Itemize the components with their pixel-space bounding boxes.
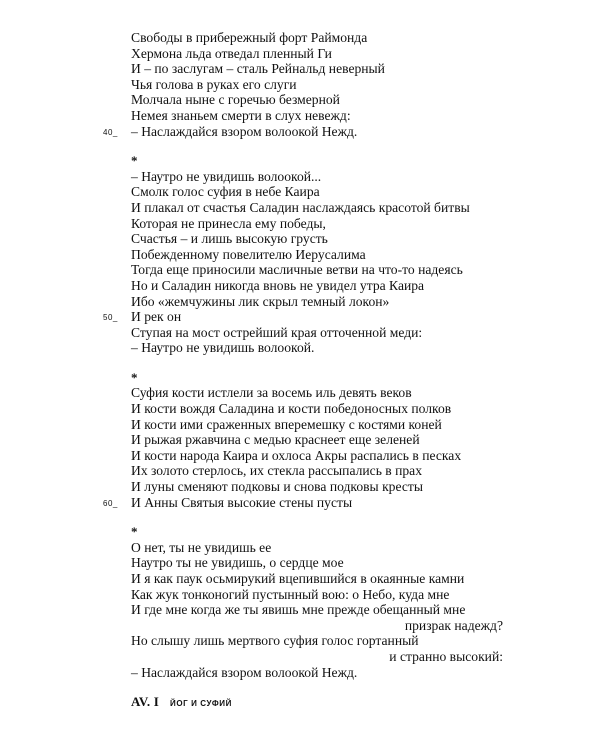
verse-line	[131, 665, 531, 681]
verse-line	[131, 571, 531, 587]
verse-line	[131, 247, 531, 263]
verse-line	[103, 494, 531, 511]
verse-text: Но и Саладин никогда вновь не увидел утра Каира	[131, 277, 425, 293]
verse-line	[131, 325, 531, 341]
verse-text: Немея знаньем смерти в слух невежд:	[131, 107, 351, 123]
verse-line	[131, 463, 531, 479]
verse-text: Наутро ты не увидишь, о сердце мое	[131, 555, 344, 571]
verse-text: И кости ими сраженных вперемешку с костями коней	[131, 416, 442, 432]
line-number: 50_	[103, 313, 118, 323]
verse-text: И плакал от счастья Саладин наслаждаясь красотой битвы	[131, 199, 470, 215]
verse-line	[131, 169, 531, 185]
verse-text: И – по заслугам – сталь Рейнальд неверный	[131, 61, 385, 77]
verse-text: Свободы в прибережный форт Раймонда	[131, 30, 368, 45]
verse-text: – Наутро не увидишь волоокой...	[131, 168, 322, 184]
verse-text: Которая не принесла ему победы,	[131, 215, 326, 231]
verse-line	[131, 555, 531, 571]
verse-text: Тогда еще приносили масличные ветви на что-то надеясь	[131, 262, 463, 278]
verse-text: Чья голова в руках его слуги	[131, 76, 297, 92]
verse-text: И где мне когда же ты явишь мне прежде обещанный мне	[131, 602, 466, 618]
verse-text: И кости вождя Саладина и кости победоносных полков	[131, 401, 452, 417]
verse-text: – Наутро не увидишь волоокой.	[131, 340, 315, 356]
stanza	[131, 524, 531, 680]
verse-line	[131, 618, 531, 634]
verse-line	[131, 30, 531, 46]
verse-line	[131, 448, 531, 464]
verse-line	[131, 200, 531, 216]
verse-line	[131, 649, 531, 665]
verse-text: и странно высокий:	[389, 648, 503, 664]
verse-line	[131, 540, 531, 556]
stanza-separator: *	[131, 369, 138, 385]
verse-line	[103, 309, 531, 325]
verse-text: Ступая на мост острейший края отточенной меди:	[131, 324, 423, 340]
verse-line	[131, 401, 531, 417]
verse-line	[131, 231, 531, 247]
line-number: 60_	[103, 498, 118, 508]
verse-line	[131, 108, 531, 124]
verse-text: – Наслаждайся взором волоокой Нежд.	[131, 123, 358, 139]
page-footer	[131, 694, 232, 710]
stanza-separator: *	[131, 524, 138, 540]
verse-text: И луны сменяют подковы и снова подковы кресты	[131, 479, 423, 495]
verse-text: И рек он	[131, 309, 182, 325]
verse-line	[131, 417, 531, 433]
poem-text	[103, 30, 531, 680]
verse-line	[131, 184, 531, 200]
verse-line	[131, 602, 531, 618]
verse-line	[131, 262, 531, 278]
verse-text: призрак надежд?	[404, 617, 503, 633]
verse-text: И Анны Святыя высокие стены пусты	[131, 494, 353, 510]
stanza	[103, 153, 531, 356]
verse-line	[131, 77, 531, 93]
verse-line	[131, 294, 531, 310]
verse-text: Как жук тонконогий пустынный вою: о Небо, куда мне	[131, 586, 450, 602]
line-number: 40_	[103, 127, 118, 137]
running-title: ЙОГ И СУФИЙ	[169, 699, 232, 708]
verse-line	[131, 587, 531, 603]
verse-text: Хермона льда отведал пленный Ги	[131, 45, 332, 61]
verse-line	[131, 61, 531, 77]
verse-line	[131, 92, 531, 108]
verse-line	[131, 385, 531, 401]
stanza-separator: *	[131, 153, 138, 169]
stanza	[103, 369, 531, 510]
verse-line	[131, 340, 531, 356]
verse-text: Их золото стерлось, их стекла рассыпались в прах	[131, 463, 423, 479]
verse-line	[131, 216, 531, 232]
verse-line	[131, 432, 531, 448]
verse-text: Побежденному повелителю Иерусалима	[131, 246, 366, 262]
verse-text: И я как паук осьмирукий вцепившийся в окаянные камни	[131, 571, 465, 586]
verse-line	[103, 123, 531, 140]
verse-text: – Наслаждайся взором волоокой Нежд.	[131, 664, 358, 680]
verse-text: Молчала ныне с горечью безмерной	[131, 92, 340, 108]
stanza	[103, 30, 531, 139]
verse-text: И рыжая ржавчина с медью краснеет еще зеленей	[131, 432, 420, 448]
verse-line	[131, 479, 531, 495]
verse-line	[131, 633, 531, 649]
page-folio: AV. I	[131, 694, 159, 709]
verse-text: Ибо «жемчужины лик скрыл темный локон»	[131, 293, 390, 309]
verse-line	[131, 278, 531, 294]
verse-line	[131, 46, 531, 62]
verse-text: Суфия кости истлели за восемь иль девять веков	[131, 385, 412, 401]
verse-text: Но слышу лишь мертвого суфия голос гортанный	[131, 633, 419, 649]
verse-text: Счастья – и лишь высокую грусть	[131, 231, 328, 247]
verse-text: Смолк голос суфия в небе Каира	[131, 184, 320, 200]
verse-text: И кости народа Каира и охлоса Акры распались в песках	[131, 447, 462, 463]
verse-text: О нет, ты не увидишь ее	[131, 539, 272, 555]
